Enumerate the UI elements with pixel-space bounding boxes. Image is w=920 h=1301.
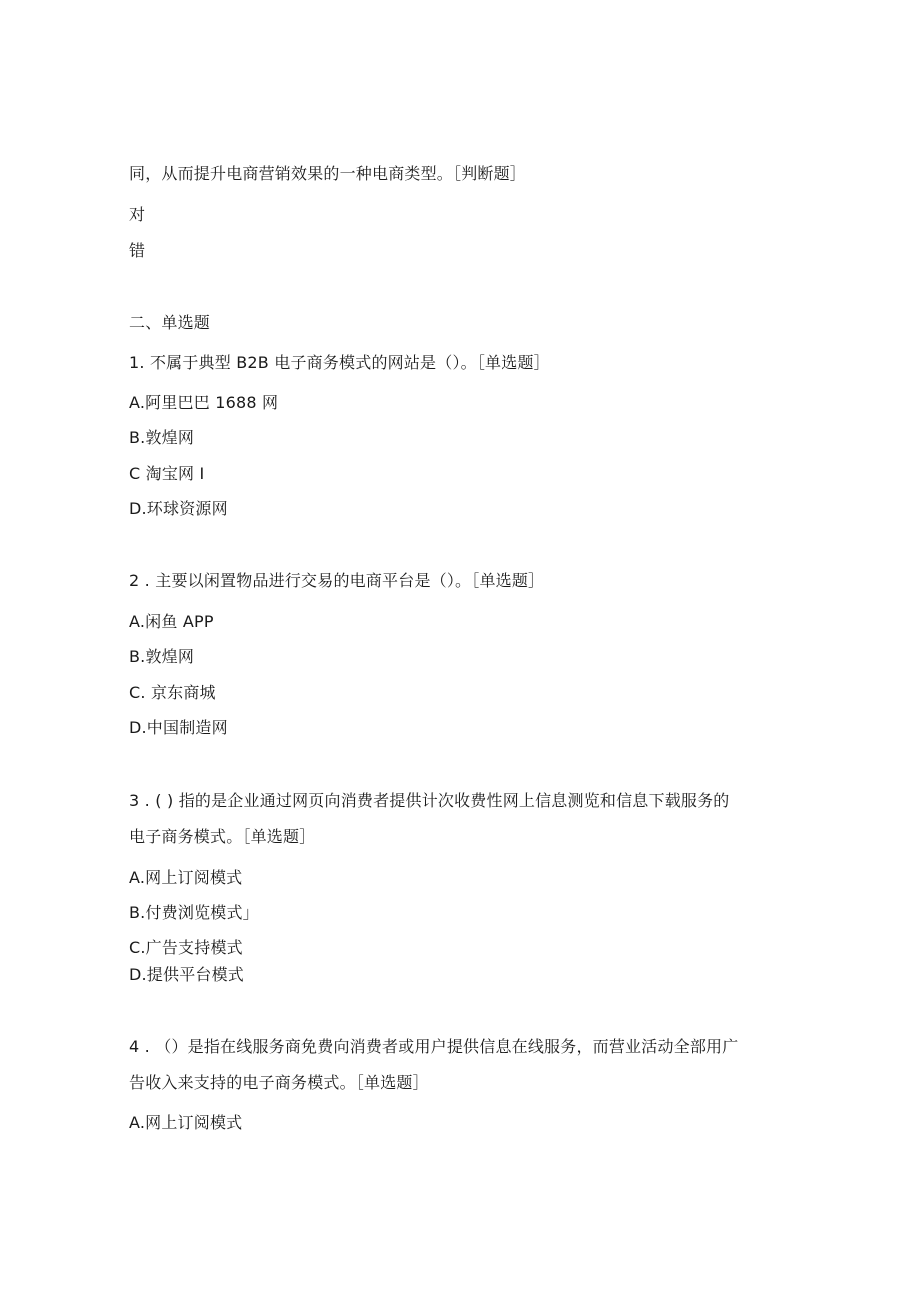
option-false: 错 (129, 241, 146, 260)
question-stem: 1. 不属于典型 B2B 电子商务模式的网站是（）。［单选题］ (129, 353, 550, 372)
question-stem-line-1: 3 . ( ) 指的是企业通过网页向消费者提供计次收费性网上信息测览和信息下载服务的 (129, 791, 730, 810)
option-a: A.网上订阅模式 (129, 1113, 243, 1132)
option-c: C. 京东商城 (129, 683, 216, 702)
judgement-question-end: 同，从而提升电商营销效果的一种电商类型。［判断题］ (129, 164, 527, 183)
option-b: B.敦煌网 (129, 647, 195, 666)
section-heading: 二、单选题 (129, 313, 211, 332)
option-a: A.闲鱼 APP (129, 612, 214, 631)
option-c: C.广告支持模式 (129, 938, 243, 957)
question-stem-line-2: 告收入来支持的电子商务模式。［单选题］ (129, 1073, 429, 1092)
option-b: B.敦煌网 (129, 428, 195, 447)
question-stem: 2 . 主要以闲置物品进行交易的电商平台是（）。［单选题］ (129, 571, 545, 590)
option-d: D.提供平台模式 (129, 965, 245, 984)
option-a: A.阿里巴巴 1688 网 (129, 393, 279, 412)
option-d: D.中国制造网 (129, 718, 228, 737)
option-b: B.付费浏览模式」 (129, 903, 259, 922)
option-true: 对 (129, 205, 146, 224)
option-c: C 淘宝网 I (129, 464, 205, 483)
question-stem-line-2: 电子商务模式。［单选题］ (129, 827, 316, 846)
question-stem-line-1: 4 . （）是指在线服务商免费向消费者或用户提供信息在线服务，而营业活动全部用广 (129, 1037, 739, 1056)
option-a: A.网上订阅模式 (129, 868, 243, 887)
option-d: D.环球资源网 (129, 499, 228, 518)
